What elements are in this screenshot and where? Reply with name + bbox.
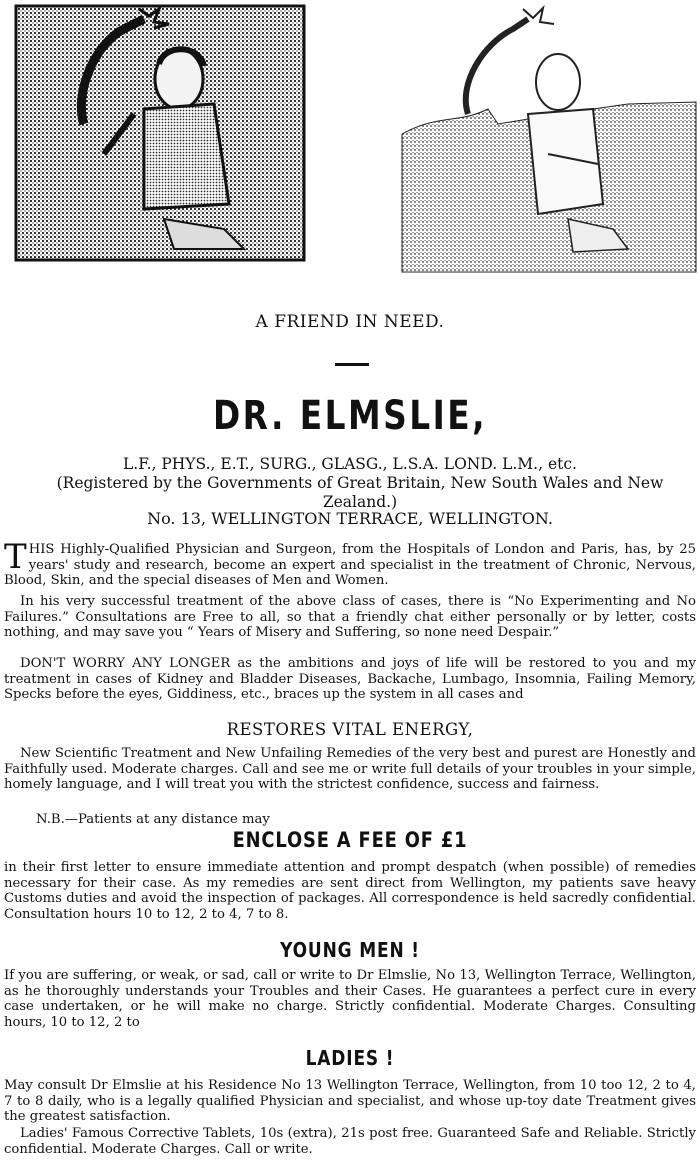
intro-text: HIS Highly-Qualified Physician and Surgeon, from the Hospitals of London and Paris, has, by 25 years' study and research, become an expert and specialist in the treatment of Chronic, Nervous, Blood, Skin, and the special diseases of Men and Women. <box>4 542 696 589</box>
intro-paragraph <box>4 537 696 589</box>
tablets-paragraph: Ladies' Famous Corrective Tablets, 10s (extra), 21s post free. Guaranteed Safe and Reliable. Strictly confidential. Moderate Charges. Call or write. <box>4 1126 696 1157</box>
treatment-paragraph: In his very successful treatment of the above class of cases, there is “No Experimenting and No Failures.” Consultations are Free to all, so that a friendly chat either personally or by letter, costs nothing, and may save you “ Years of Misery and Suffering, so none need Despair.” <box>4 594 696 641</box>
engraving-woman-icon <box>14 4 306 262</box>
tagline: A FRIEND IN NEED. <box>255 312 445 332</box>
ladies-paragraph: May consult Dr Elmslie at his Residence No 13 Wellington Terrace, Wellington, from 10 too 12, 2 to 4, 7 to 8 daily, who is a legally qualified Physician and specialist, and whose up-toy date Treatment gives the greatest satisfaction. <box>4 1078 696 1125</box>
enclose-heading: ENCLOSE A FEE OF £1 <box>232 828 468 852</box>
registration-note: (Registered by the Governments of Great Britain, New South Wales and New Zealand.) <box>56 474 664 511</box>
doctor-qualifications: L.F., PHYS., E.T., SURG., GLASG., L.S.A. LOND. L.M., etc. <box>123 455 577 473</box>
doctor-address: No. 13, WELLINGTON TERRACE, WELLINGTON. <box>147 509 553 528</box>
divider <box>335 363 369 366</box>
worry-paragraph: DON'T WORRY ANY LONGER as the ambitions and joys of life will be restored to you and my treatment in cases of Kidney and Bladder Diseases, Backache, Lumbago, Insomnia, Failing Memory, Specks before the eyes, Giddiness, etc., braces up the system in all cases and <box>4 656 696 703</box>
drop-cap: T <box>4 537 27 577</box>
doctor-name: DR. ELMSLIE, <box>212 393 488 439</box>
illustrations <box>0 0 700 290</box>
nb-note: N.B.—Patients at any distance may <box>36 812 270 827</box>
engraving-woman-icon <box>398 4 698 276</box>
enclose-paragraph: in their first letter to ensure immediate attention and prompt despatch (when possible) of remedies necessary for their case. As my remedies are sent direct from Wellington, my patients save heavy Customs duties and avoid the inspection of packages. All correspondence is held sacredly confidential. Consultation hours 10 to 12, 2 to 4, 7 to 8. <box>4 860 696 922</box>
restores-heading: RESTORES VITAL ENERGY, <box>226 720 474 739</box>
young-men-paragraph: If you are suffering, or weak, or sad, call or write to Dr Elmslie, No 13, Wellington Terrace, Wellington, as he thoroughly understands your Troubles and their Cases. He guarantees a perfect cure in every case undertaken, or he will make no charge. Strictly confidential. Moderate Charges. Consulting hours, 10 to 12, 2 to <box>4 968 696 1030</box>
young-men-heading: YOUNG MEN ! <box>280 938 420 962</box>
ladies-heading: LADIES ! <box>305 1046 395 1070</box>
remedies-paragraph: New Scientific Treatment and New Unfailing Remedies of the very best and purest are Honestly and Faithfully used. Moderate charges. Call and see me or write full details of your troubles in your simple, homely language, and I will treat you with the strictest confidence, success and fairness. <box>4 746 696 793</box>
